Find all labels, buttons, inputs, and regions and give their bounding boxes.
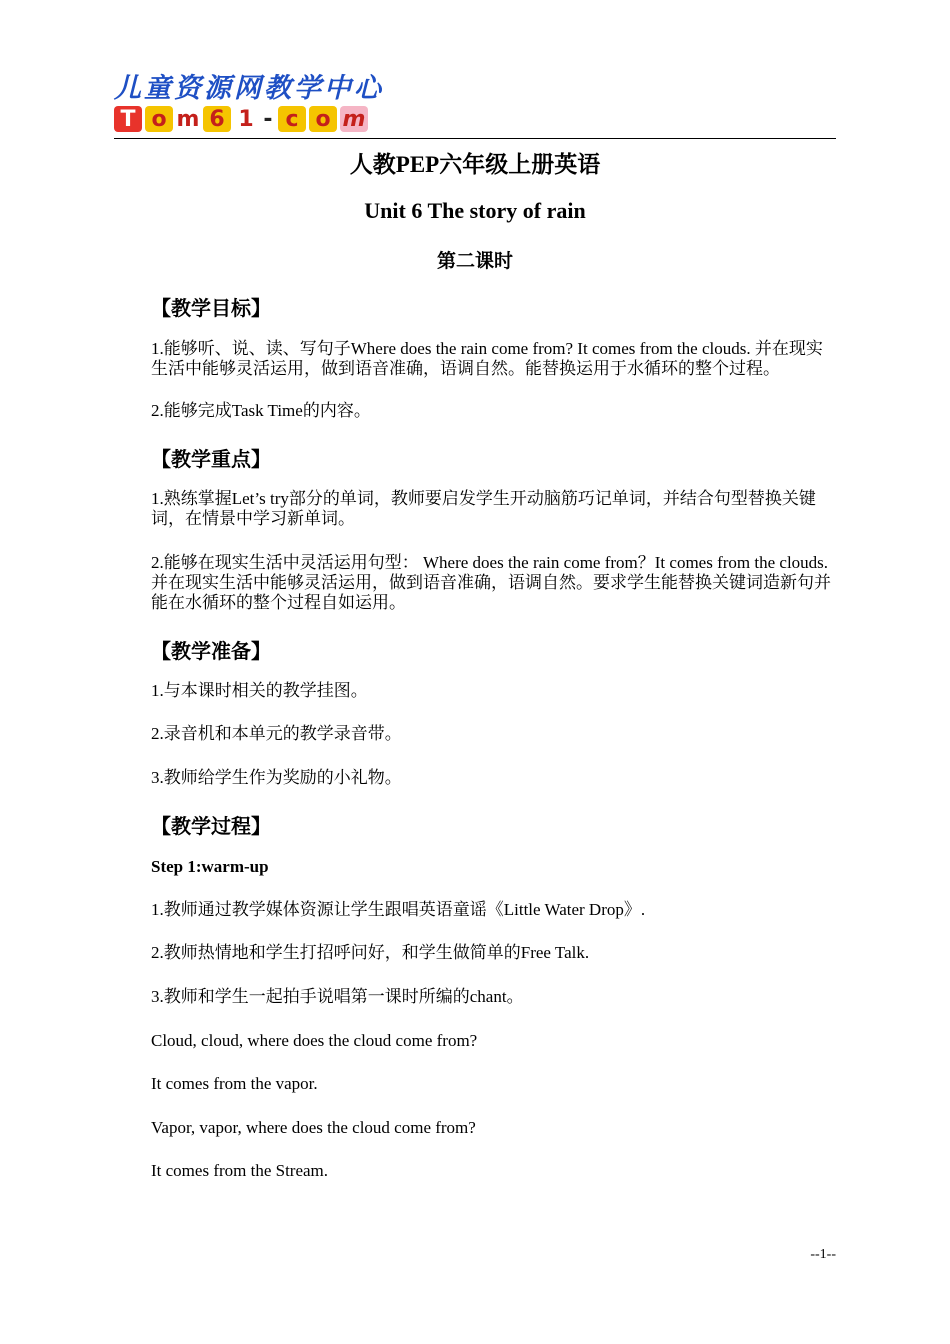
logo-letter: - — [263, 106, 273, 132]
chant-line-1: Cloud, cloud, where does the cloud come from? — [151, 1031, 478, 1050]
logo-tom61 — [114, 102, 371, 136]
paragraph-objective-1 — [114, 339, 838, 379]
logo-letter: o — [145, 106, 173, 132]
logo-chinese-text: 儿童资源网教学中心 — [114, 73, 384, 104]
section-heading-objectives: 【教学目标】 — [151, 296, 271, 320]
logo-letter: T — [114, 106, 142, 132]
unit-title: Unit 6 The story of rain — [364, 198, 586, 223]
chant-line-2: It comes from the vapor. — [151, 1074, 318, 1093]
preparation-item-3: 3.教师给学生作为奖励的小礼物。 — [151, 768, 402, 787]
step-1-title: Step 1:warm-up — [151, 857, 269, 876]
section-heading-preparation: 【教学准备】 — [151, 639, 271, 663]
preparation-item-1: 1.与本课时相关的教学挂图。 — [151, 681, 368, 700]
paragraph-text: 1.熟练掌握Let’s try部分的单词，教师要启发学生开动脑筋巧记单词，并结合句型替换关键词，在情景中学习新单词。 — [151, 489, 816, 528]
logo-letter: 1 — [238, 106, 254, 132]
paragraph-text: 1.能够听、说、读、写句子Where does the rain come from? It comes from the clouds. 并在现实生活中能够灵活运用，做到语音准确，语调自然。能替换运用于水循环的整个过程。 — [151, 339, 823, 378]
logo-letter: m — [340, 106, 368, 132]
paragraph-key-point-2 — [114, 553, 838, 613]
section-heading-key-points: 【教学重点】 — [151, 447, 271, 471]
chant-line-3: Vapor, vapor, where does the cloud come from? — [151, 1118, 476, 1137]
process-item-1: 1.教师通过教学媒体资源让学生跟唱英语童谣《Little Water Drop》. — [151, 900, 646, 919]
logo-letter: c — [278, 106, 306, 132]
paragraph-text: 2.能够完成Task Time的内容。 — [151, 401, 371, 420]
lesson-title: 第二课时 — [436, 251, 513, 272]
paragraph-objective-2 — [114, 401, 838, 421]
page-number: --1-- — [810, 1247, 836, 1262]
process-item-2: 2.教师热情地和学生打招呼问好，和学生做简单的Free Talk. — [151, 943, 590, 962]
logo-letter: 6 — [203, 106, 231, 132]
paragraph-key-point-1 — [114, 489, 838, 529]
paragraph-text: 2.能够在现实生活中灵活运用句型： Where does the rain come from？It comes from the clouds.并在现实生活中能够灵活运用，做到语音准确，语调自然。要求学生能替换关键词造新句并能在水循环的整个过程自如运用。 — [151, 553, 831, 612]
logo-letter: o — [309, 106, 337, 132]
page-header — [114, 62, 836, 139]
chant-line-4: It comes from the Stream. — [151, 1161, 329, 1180]
preparation-item-2: 2.录音机和本单元的教学录音带。 — [151, 724, 402, 743]
logo-letter: m — [176, 106, 200, 132]
process-item-3: 3.教师和学生一起拍手说唱第一课时所编的chant。 — [151, 987, 524, 1006]
section-heading-process: 【教学过程】 — [151, 814, 271, 838]
document-title: 人教PEP六年级上册英语 — [349, 152, 601, 177]
